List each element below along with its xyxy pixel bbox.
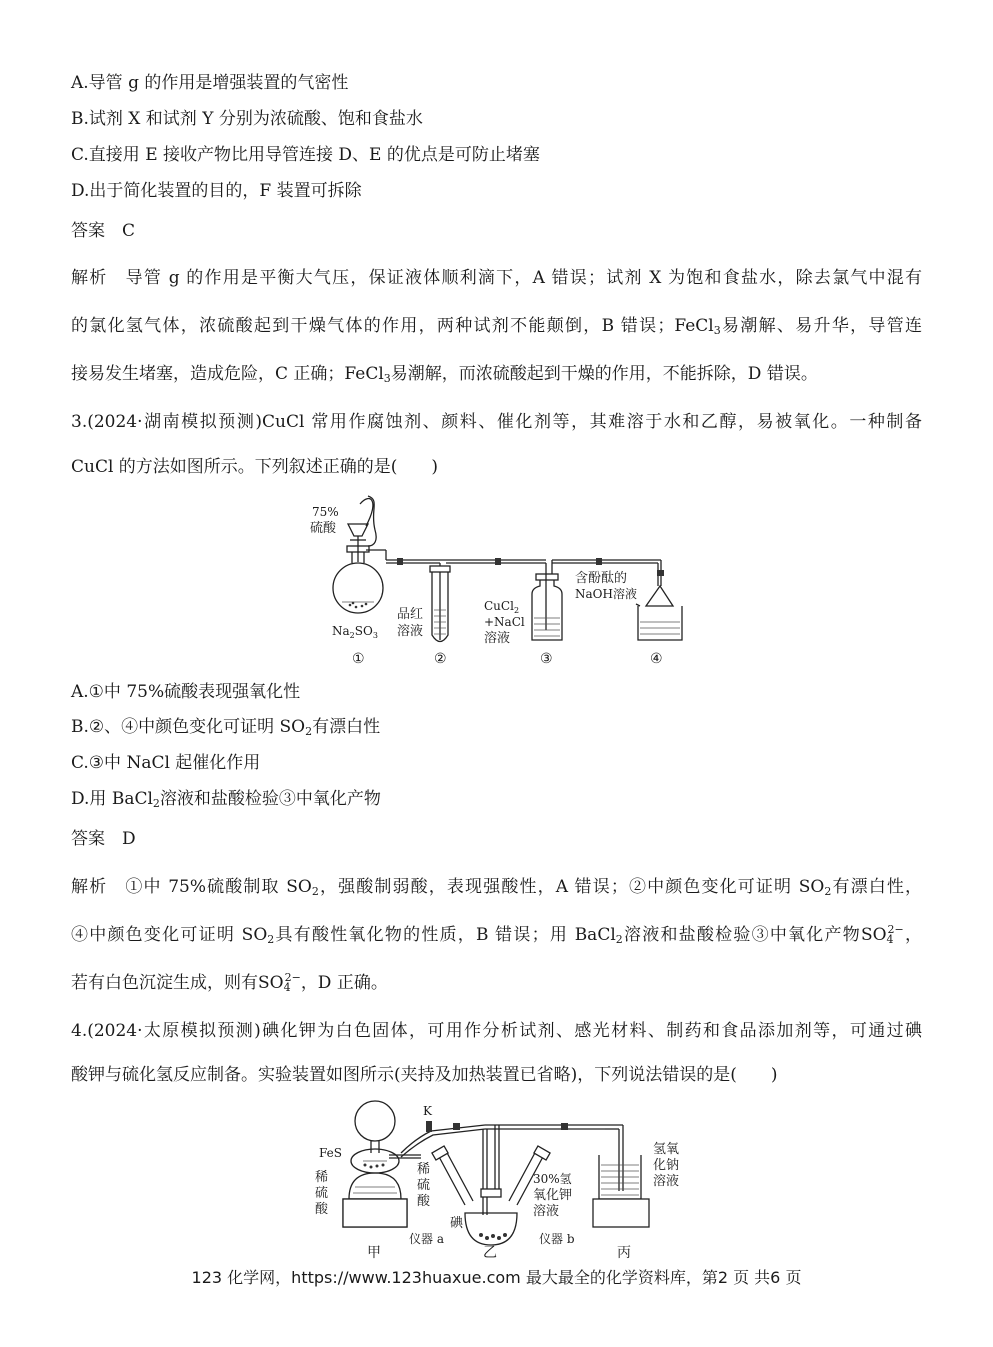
q2-option-d: D.出于简化装置的目的，F 装置可拆除 <box>71 181 362 201</box>
q4-label-fes: FeS <box>319 1146 342 1160</box>
q3-label-4: ④ <box>650 651 663 667</box>
q4-label-k: K <box>423 1104 432 1118</box>
q4-label-koh-1: 30%氢 <box>533 1172 572 1186</box>
q3-label-na2so3: $Na_2SO_3$ <box>332 624 378 640</box>
sulfate-ion-charge: $_4^{2-}$ <box>283 971 301 994</box>
q4-label-naoh-3: 溶液 <box>653 1174 680 1189</box>
sulfate-ion-charge: $_4^{2-}$ <box>886 923 904 946</box>
q3-label-naoh-solution: NaOH溶液 <box>575 587 637 601</box>
q3-apparatus-figure <box>300 490 700 670</box>
q3-option-c: C.③中 NaCl 起催化作用 <box>71 753 261 773</box>
q3-label-2: ② <box>434 651 447 667</box>
q3-label-phenolphthalein: 含酚酞的 <box>575 571 628 586</box>
q3-label-nacl: +NaCl <box>484 615 525 629</box>
q4-label-dilute-5: 硫 <box>417 1178 431 1193</box>
page-footer: 123 化学网，https://www.123huaxue.com 最大最全的化学资料库，第2 页 共6 页 <box>191 1268 802 1287</box>
q2-analysis-line3: 接易发生堵塞，造成危险，C 正确；FeCl$_3$易潮解，而浓硫酸起到干燥的作用，不能拆除，D 错误。 <box>71 364 818 385</box>
q2-option-c: C.直接用 E 接收产物比用导管连接 D、E 的优点是可防止堵塞 <box>71 145 540 165</box>
q2-analysis-line1: 解析 导管 g 的作用是平衡大气压，保证液体顺利滴下，A 错误；试剂 X 为饱和食盐水，除去氯气中混有 <box>71 268 922 288</box>
q4-label-koh-3: 溶液 <box>533 1204 560 1219</box>
q3-label-pinhong: 品红 <box>397 607 424 622</box>
q3-option-a: A.①中 75%硫酸表现强氧化性 <box>71 682 301 702</box>
q4-label-yi: 乙 <box>483 1245 497 1261</box>
q4-apparatus-figure <box>305 1095 705 1263</box>
q3-label-cucl2: CuCl$_2$ <box>484 599 520 615</box>
q2-option-a: A.导管 g 的作用是增强装置的气密性 <box>71 73 349 93</box>
q4-label-naoh-1: 氢氧 <box>653 1142 680 1157</box>
q4-label-koh-2: 氧化钾 <box>533 1188 573 1203</box>
q3-analysis-line1: 解析 ①中 75%硫酸制取 $SO_2$，强酸制弱酸，表现强酸性，A 错误；②中颜色变化可证明 $SO_2$有漂白性， <box>71 877 923 898</box>
q4-label-bing: 丙 <box>617 1245 631 1261</box>
q3-label-cucl2-solution: 溶液 <box>484 631 511 646</box>
q4-label-instrument-a: 仪器 a <box>409 1232 444 1246</box>
q3-analysis-line2: ④中颜色变化可证明 $SO_2$具有酸性氧化物的性质，B 错误；用 BaCl$_2$溶液和盐酸检验③中氧化产物$SO_4^{2-}$， <box>71 923 922 946</box>
q3-label-3: ③ <box>540 651 553 667</box>
q4-label-dilute-2: 硫 <box>315 1186 329 1201</box>
q4-label-iodine: 碘 <box>450 1216 464 1231</box>
q4-label-dilute-4: 稀 <box>417 1162 431 1177</box>
q3-label-sulfuric-acid: 硫酸 <box>310 521 337 536</box>
q3-label-75pct: 75% <box>312 505 339 519</box>
q3-analysis-line3: 若有白色沉淀生成，则有$SO_4^{2-}$，D 正确。 <box>71 971 388 994</box>
q2-answer: 答案 C <box>71 221 136 241</box>
q2-analysis-line2: 的氯化氢气体，浓硫酸起到干燥气体的作用，两种试剂不能颠倒，B 错误；FeCl$_3$易潮解、易升华，导管连 <box>71 316 923 337</box>
q3-label-1: ① <box>352 651 365 667</box>
q4-label-dilute-6: 酸 <box>417 1194 431 1209</box>
q4-stem-line2: 酸钾与硫化氢反应制备。实验装置如图所示(夹持及加热装置已省略)，下列说法错误的是( ) <box>71 1065 778 1085</box>
q4-label-dilute-1: 稀 <box>315 1170 329 1185</box>
q2-option-b: B.试剂 X 和试剂 Y 分别为浓硫酸、饱和食盐水 <box>71 109 423 129</box>
q3-label-pinhong-solution: 溶液 <box>397 624 424 639</box>
q3-option-b: B.②、④中颜色变化可证明 $SO_2$有漂白性 <box>71 717 381 738</box>
q4-stem-line1: 4.(2024·太原模拟预测)碘化钾为白色固体，可用作分析试剂、感光材料、制药和食品添加剂等，可通过碘 <box>71 1021 922 1041</box>
q4-label-dilute-3: 酸 <box>315 1202 329 1217</box>
q4-label-jia: 甲 <box>367 1245 381 1261</box>
q4-label-naoh-2: 化钠 <box>653 1158 680 1173</box>
q3-answer: 答案 D <box>71 829 136 849</box>
q3-option-d: D.用 BaCl$_2$溶液和盐酸检验③中氧化产物 <box>71 789 381 810</box>
q3-stem-line2: CuCl 的方法如图所示。下列叙述正确的是( ) <box>71 457 439 477</box>
q3-stem-line1: 3.(2024·湖南模拟预测)CuCl 常用作腐蚀剂、颜料、催化剂等，其难溶于水和乙醇，易被氧化。一种制备 <box>71 412 922 432</box>
q4-label-instrument-b: 仪器 b <box>539 1232 575 1246</box>
